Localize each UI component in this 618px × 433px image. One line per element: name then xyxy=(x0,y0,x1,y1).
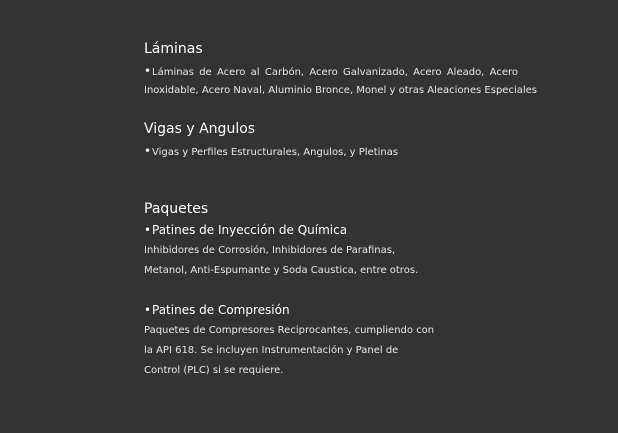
compresion-line-1: Paquetes de Compresores Reciprocantes, cumpliendo con xyxy=(144,325,435,336)
item-heading-inyeccion xyxy=(144,220,347,240)
bullet-icon: • xyxy=(144,64,152,78)
item-heading-compresion xyxy=(144,300,290,320)
compresion-line-3: Control (PLC) si se requiere. xyxy=(144,365,284,376)
vigas-text-1: Vigas y Perfiles Estructurales, Angulos, y Pletinas xyxy=(152,147,399,158)
laminas-line-2: Inoxidable, Acero Naval, Aluminio Bronce, Monel y otras Aleaciones Especiales xyxy=(144,85,538,96)
laminas-text-1: Láminas de Acero al Carbón, Acero Galvanizado, Acero Aleado, Acero xyxy=(152,67,518,78)
bullet-icon: • xyxy=(144,223,152,237)
vigas-line-1 xyxy=(144,141,398,163)
bullet-icon: • xyxy=(144,303,152,317)
item-heading-text: Patines de Inyección de Química xyxy=(152,223,348,237)
bullet-icon: • xyxy=(144,144,152,158)
section-title-laminas: Láminas xyxy=(144,41,203,57)
item-heading-text: Patines de Compresión xyxy=(152,303,290,317)
section-title-vigas: Vigas y Angulos xyxy=(144,121,256,137)
compresion-line-2: la API 618. Se incluyen Instrumentación y Panel de xyxy=(144,345,399,356)
inyeccion-line-2: Metanol, Anti-Espumante y Soda Caustica, entre otros. xyxy=(144,265,419,276)
inyeccion-line-1: Inhibidores de Corrosión, Inhibidores de Parafinas, xyxy=(144,245,396,256)
laminas-line-1 xyxy=(144,61,518,83)
section-title-paquetes: Paquetes xyxy=(144,201,209,217)
